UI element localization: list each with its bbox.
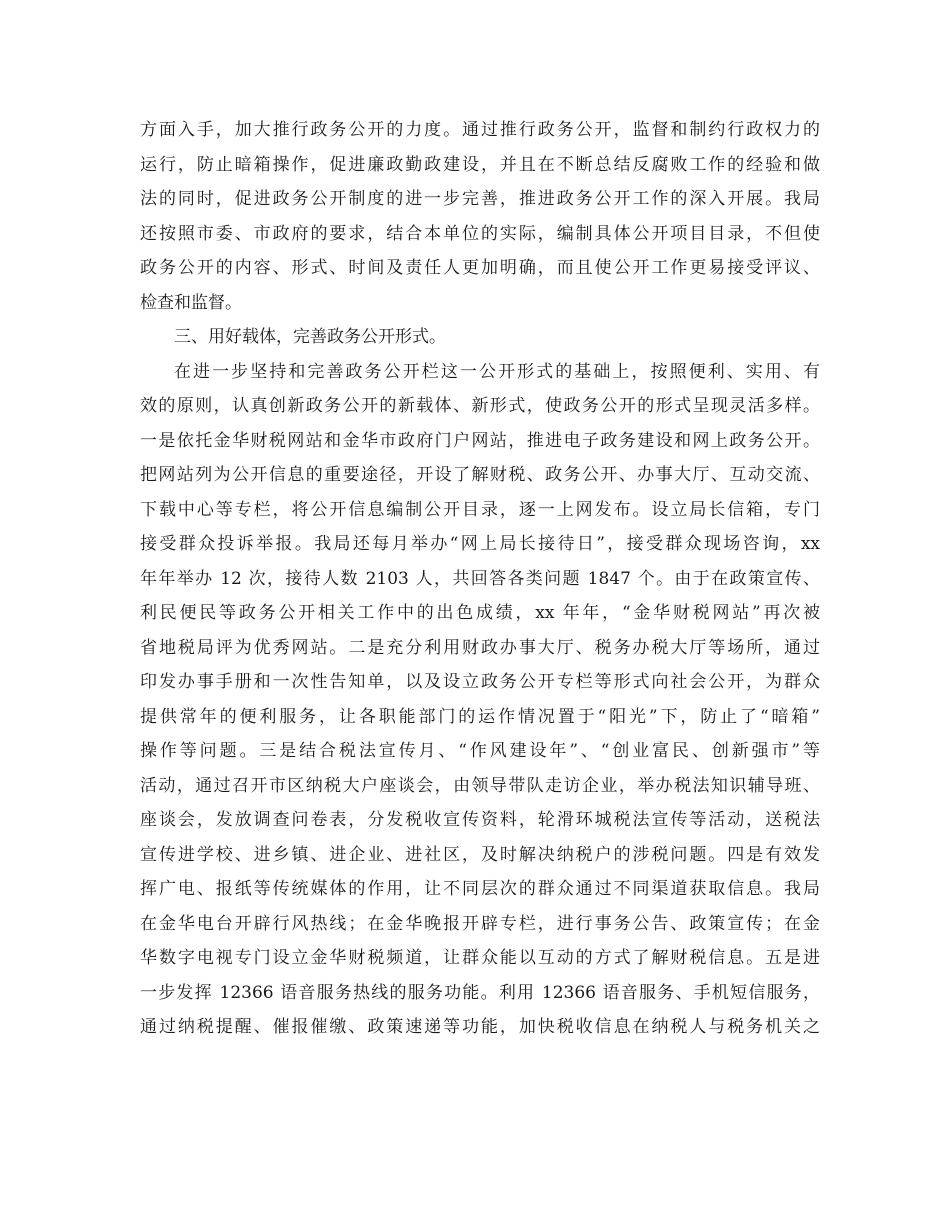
text-line: 华数字电视专门设立金华财税频道，让群众能以互动的方式了解财税信息。五是进 [140, 948, 820, 968]
document-body [140, 113, 820, 1045]
text-line: 一是依托金华财税网站和金华市政府门户网站，推进电子政务建设和网上政务公开。 [140, 430, 820, 451]
text-line: 效的原则，认真创新政务公开的新载体、新形式，使政务公开的形式呈现灵活多样。 [140, 396, 820, 416]
text-line: 政务公开的内容、形式、时间及责任人更加明确，而且使公开工作更易接受评议、 [140, 258, 820, 278]
text-line: 利民便民等政务公开相关工作中的出色成绩，xx 年年，“金华财税网站”再次被 [140, 603, 820, 623]
text-line: 宣传进学校、进乡镇、进企业、进社区，及时解决纳税户的涉税问题。四是有效发 [140, 844, 820, 865]
paragraph-1 [140, 113, 820, 320]
text-line: 活动，通过召开市区纳税大户座谈会，由领导带队走访企业，举办税法知识辅导班、 [140, 775, 820, 796]
text-line: 一步发挥 12366 语音服务热线的服务功能。利用 12366 语音服务、手机短信服务， [140, 982, 820, 1003]
text-line: 检查和监督。 [140, 292, 242, 313]
text-line: 还按照市委、市政府的要求，结合本单位的实际，编制具体公开项目目录，不但使 [140, 223, 820, 244]
text-line: 挥广电、报纸等传统媒体的作用，让不同层次的群众通过不同渠道获取信息。我局 [140, 879, 820, 899]
text-line: 方面入手，加大推行政务公开的力度。通过推行政务公开，监督和制约行政权力的 [140, 120, 820, 140]
text-line: 下载中心等专栏，将公开信息编制公开目录，逐一上网发布。设立局长信箱，专门 [140, 499, 820, 520]
text-line: 座谈会，发放调查问卷表，分发税收宣传资料，轮滑环城税法宣传等活动，送税法 [140, 810, 820, 830]
paragraph-2 [140, 355, 820, 1045]
text-line: 年年举办 12 次，接待人数 2103 人，共回答各类问题 1847 个。由于在政策宣传、 [140, 568, 820, 589]
text-line: 法的同时，促进政务公开制度的进一步完善，推进政务公开工作的深入开展。我局 [140, 189, 820, 209]
text-line: 印发办事手册和一次性告知单，以及设立政务公开专栏等形式向社会公开，为群众 [140, 672, 820, 692]
text-line: 操作等问题。三是结合税法宣传月、“作风建设年”、“创业富民、创新强市”等 [140, 741, 820, 761]
heading-line: 三、用好载体，完善政务公开形式。 [174, 327, 446, 347]
text-line: 在进一步坚持和完善政务公开栏这一公开形式的基础上，按照便利、实用、有 [174, 361, 820, 382]
text-line: 在金华电台开辟行风热线；在金华晚报开辟专栏，进行事务公告、政策宣传；在金 [140, 913, 820, 934]
section-heading [140, 320, 820, 355]
text-line: 省地税局评为优秀网站。二是充分利用财政办事大厅、税务办税大厅等场所，通过 [140, 637, 820, 658]
text-line: 提供常年的便利服务，让各职能部门的运作情况置于“阳光”下，防止了“暗箱” [140, 706, 820, 727]
text-line: 接受群众投诉举报。我局还每月举办“网上局长接待日”，接受群众现场咨询，xx [140, 534, 820, 554]
text-line: 运行，防止暗箱操作，促进廉政勤政建设，并且在不断总结反腐败工作的经验和做 [140, 154, 820, 175]
text-line: 把网站列为公开信息的重要途径，开设了解财税、政务公开、办事大厅、互动交流、 [140, 465, 820, 485]
text-line: 通过纳税提醒、催报催缴、政策速递等功能，加快税收信息在纳税人与税务机关之 [140, 1017, 820, 1037]
